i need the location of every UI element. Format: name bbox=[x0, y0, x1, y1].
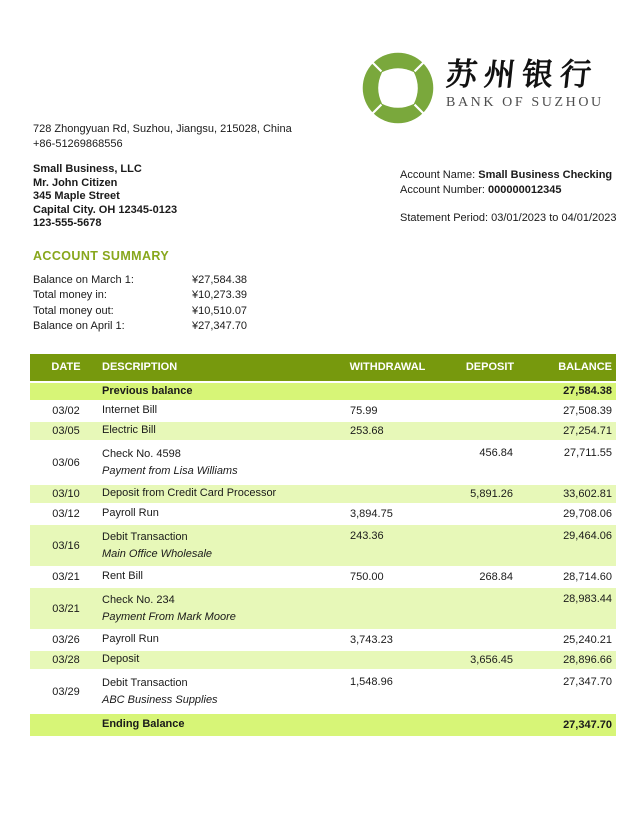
summary-label: Balance on April 1: bbox=[33, 320, 125, 332]
bank-name-block bbox=[446, 52, 604, 111]
cell-description bbox=[102, 632, 330, 647]
cell-date: 03/26 bbox=[52, 633, 80, 646]
cell-withdrawal: 750.00 bbox=[350, 570, 384, 583]
description-main: Check No. 4598 bbox=[102, 447, 181, 460]
cell-date: 03/02 bbox=[52, 404, 80, 417]
account-number-label: Account Number: bbox=[400, 183, 489, 196]
cell-withdrawal: 3,894.75 bbox=[350, 507, 393, 520]
cell-balance: 25,240.21 bbox=[563, 633, 612, 646]
cell-balance: 27,508.39 bbox=[563, 404, 612, 417]
summary-row bbox=[33, 288, 643, 304]
cell-deposit: 3,656.45 bbox=[470, 653, 513, 666]
description-main: Check No. 234 bbox=[102, 593, 175, 606]
table-row-ending-balance bbox=[30, 714, 616, 738]
bank-logo bbox=[362, 52, 604, 124]
description-main: Previous balance bbox=[102, 384, 193, 397]
cell-withdrawal: 1,548.96 bbox=[350, 675, 393, 688]
cell-description bbox=[102, 676, 330, 708]
cell-description bbox=[102, 569, 330, 584]
account-info-block bbox=[400, 168, 617, 226]
cell-balance: 27,347.70 bbox=[563, 718, 612, 731]
description-memo: Payment From Mark Moore bbox=[102, 610, 236, 623]
cell-date: 03/05 bbox=[52, 424, 80, 437]
cell-balance: 28,896.66 bbox=[563, 653, 612, 666]
description-main: Ending Balance bbox=[102, 718, 185, 730]
cell-deposit: 5,891.26 bbox=[470, 487, 513, 500]
cell-date: 03/16 bbox=[52, 539, 80, 552]
description-main: Electric Bill bbox=[102, 424, 156, 436]
table-row bbox=[30, 402, 616, 422]
customer-street: 345 Maple Street bbox=[33, 190, 120, 202]
statement-period-line bbox=[400, 211, 617, 226]
account-summary-rows bbox=[33, 273, 643, 335]
description-main: Rent Bill bbox=[102, 570, 143, 582]
cell-description bbox=[102, 530, 330, 562]
table-row bbox=[30, 568, 616, 588]
statement-period-label: Statement Period: bbox=[400, 212, 492, 224]
customer-phone: 123-555-5678 bbox=[33, 217, 102, 229]
customer-name: Small Business, LLC bbox=[33, 163, 142, 175]
cell-balance: 27,711.55 bbox=[563, 446, 612, 459]
cell-date: 03/10 bbox=[52, 487, 80, 500]
cell-description bbox=[102, 593, 330, 625]
cell-description bbox=[102, 423, 330, 438]
statement-period-value: 03/01/2023 to 04/01/2023 bbox=[491, 212, 617, 224]
description-main: Payroll Run bbox=[102, 507, 159, 519]
account-number-value: 000000012345 bbox=[488, 183, 562, 196]
account-name-line bbox=[400, 168, 617, 183]
description-main: Payroll Run bbox=[102, 633, 159, 645]
summary-row bbox=[33, 319, 643, 335]
summary-label: Total money in: bbox=[33, 289, 107, 301]
cell-balance: 29,708.06 bbox=[563, 507, 612, 520]
description-main: Debit Transaction bbox=[102, 676, 188, 689]
summary-label: Total money out: bbox=[33, 304, 114, 317]
account-summary-title: ACCOUNT SUMMARY bbox=[33, 248, 170, 263]
cell-date: 03/29 bbox=[52, 685, 80, 698]
description-main: Debit Transaction bbox=[102, 530, 188, 543]
table-row-previous-balance bbox=[30, 383, 616, 402]
transactions-table bbox=[30, 354, 616, 738]
cell-date: 03/12 bbox=[52, 507, 80, 520]
summary-row bbox=[33, 273, 643, 289]
table-row bbox=[30, 525, 616, 568]
cell-deposit: 268.84 bbox=[479, 570, 513, 583]
description-main: Internet Bill bbox=[102, 404, 158, 416]
table-row bbox=[30, 651, 616, 671]
table-row bbox=[30, 505, 616, 525]
summary-value: ¥27,584.38 bbox=[192, 273, 248, 286]
description-memo: Payment from Lisa Williams bbox=[102, 464, 238, 477]
cell-deposit: 456.84 bbox=[479, 446, 513, 459]
cell-balance: 27,254.71 bbox=[563, 424, 612, 437]
table-row bbox=[30, 588, 616, 631]
cell-balance: 28,714.60 bbox=[563, 570, 612, 583]
bank-name-latin: BANK OF SUZHOU bbox=[446, 95, 604, 110]
cell-balance: 27,584.38 bbox=[563, 385, 612, 397]
table-row bbox=[30, 485, 616, 505]
cell-withdrawal: 243.36 bbox=[350, 529, 384, 542]
description-main: Deposit from Credit Card Processor bbox=[102, 487, 277, 499]
cell-balance: 28,983.44 bbox=[563, 592, 612, 605]
summary-value: ¥27,347.70 bbox=[192, 320, 248, 332]
customer-contact: Mr. John Citizen bbox=[33, 176, 118, 189]
bank-logo-icon bbox=[362, 52, 434, 124]
bank-name-chinese: 苏州银行 bbox=[444, 57, 600, 93]
cell-balance: 27,347.70 bbox=[563, 675, 612, 688]
summary-label: Balance on March 1: bbox=[33, 273, 134, 286]
cell-description bbox=[102, 447, 330, 479]
cell-date: 03/06 bbox=[52, 456, 80, 469]
cell-description bbox=[102, 506, 330, 521]
cell-withdrawal: 3,743.23 bbox=[350, 633, 393, 646]
description-main: Deposit bbox=[102, 653, 140, 665]
cell-description bbox=[102, 384, 330, 399]
header-withdrawal: WITHDRAWAL bbox=[349, 361, 426, 373]
description-memo: ABC Business Supplies bbox=[102, 693, 218, 706]
summary-value: ¥10,273.39 bbox=[192, 289, 248, 301]
summary-value: ¥10,510.07 bbox=[192, 304, 248, 317]
account-name-value: Small Business Checking bbox=[478, 169, 613, 181]
header-deposit: DEPOSIT bbox=[465, 361, 515, 373]
cell-description bbox=[102, 486, 330, 501]
summary-row bbox=[33, 304, 643, 320]
header-date: DATE bbox=[51, 361, 81, 373]
account-number-line bbox=[400, 183, 617, 198]
cell-date: 03/28 bbox=[52, 653, 80, 666]
cell-description bbox=[102, 403, 330, 418]
account-name-label: Account Name: bbox=[400, 169, 479, 181]
cell-description bbox=[102, 717, 330, 732]
bank-address-block bbox=[33, 122, 643, 151]
table-row bbox=[30, 671, 616, 714]
header-balance: BALANCE bbox=[558, 361, 612, 373]
cell-date: 03/21 bbox=[52, 602, 80, 615]
bank-phone: +86-51269868556 bbox=[33, 137, 123, 150]
cell-date: 03/21 bbox=[52, 570, 80, 583]
table-header-row bbox=[30, 354, 616, 383]
table-row bbox=[30, 422, 616, 442]
cell-withdrawal: 75.99 bbox=[350, 404, 378, 417]
header-description: DESCRIPTION bbox=[102, 361, 178, 373]
table-row bbox=[30, 442, 616, 485]
cell-description bbox=[102, 652, 330, 667]
table-row bbox=[30, 631, 616, 651]
cell-withdrawal: 253.68 bbox=[350, 424, 384, 437]
cell-balance: 33,602.81 bbox=[563, 487, 612, 500]
cell-balance: 29,464.06 bbox=[563, 529, 612, 542]
customer-city: Capital City. OH 12345-0123 bbox=[33, 203, 178, 216]
bank-address: 728 Zhongyuan Rd, Suzhou, Jiangsu, 215028, China bbox=[33, 123, 292, 135]
account-summary-section bbox=[33, 249, 643, 335]
description-memo: Main Office Wholesale bbox=[102, 547, 213, 560]
